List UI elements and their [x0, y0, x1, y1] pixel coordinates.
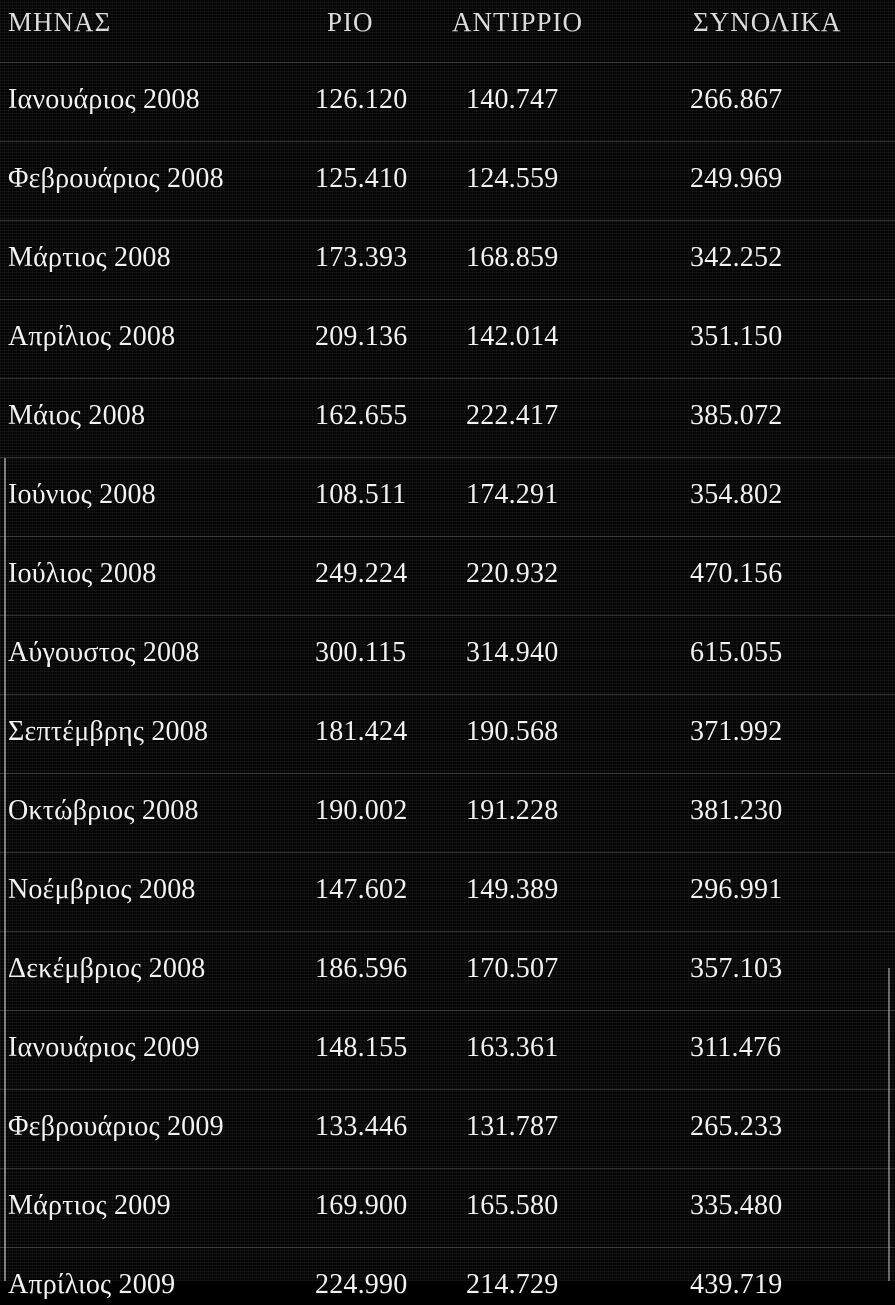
row-divider [0, 141, 895, 142]
cell-rio: 108.511 [315, 479, 407, 510]
row-divider [0, 1010, 895, 1011]
cell-month: Μάιος 2008 [8, 400, 146, 431]
cell-total: 439.719 [690, 1269, 783, 1300]
row-divider [0, 457, 895, 458]
cell-antirrio: 220.932 [466, 558, 559, 589]
cell-rio: 224.990 [315, 1269, 408, 1300]
table-row [0, 791, 895, 831]
cell-month: Μάρτιος 2009 [8, 1190, 171, 1221]
cell-month: Φεβρουάριος 2008 [8, 163, 224, 194]
cell-month: Νοέμβριος 2008 [8, 874, 196, 905]
cell-rio: 190.002 [315, 795, 408, 826]
cell-rio: 181.424 [315, 716, 408, 747]
row-divider [0, 62, 895, 63]
header-month: ΜΗΝΑΣ [8, 7, 112, 37]
row-divider [0, 1247, 895, 1248]
cell-total: 249.969 [690, 163, 783, 194]
cell-total: 354.802 [690, 479, 783, 510]
cell-month: Αύγουστος 2008 [8, 637, 200, 668]
header-total: ΣΥΝΟΛΙΚΑ [693, 7, 842, 37]
cell-month: Δεκέμβριος 2008 [8, 953, 206, 984]
table-row [0, 1186, 895, 1226]
cell-total: 335.480 [690, 1190, 783, 1221]
table-row [0, 1265, 895, 1305]
table-row [0, 633, 895, 673]
table-row [0, 870, 895, 910]
cell-total: 311.476 [690, 1032, 782, 1063]
cell-rio: 300.115 [315, 637, 407, 668]
table-row [0, 554, 895, 594]
cell-total: 381.230 [690, 795, 783, 826]
cell-month: Ιούλιος 2008 [8, 558, 157, 589]
cell-total: 296.991 [690, 874, 783, 905]
cell-antirrio: 168.859 [466, 242, 559, 273]
row-divider [0, 773, 895, 774]
table-row [0, 1028, 895, 1068]
cell-month: Απρίλιος 2008 [8, 321, 176, 352]
cell-antirrio: 142.014 [466, 321, 559, 352]
row-divider [0, 536, 895, 537]
cell-total: 385.072 [690, 400, 783, 431]
cell-rio: 186.596 [315, 953, 408, 984]
cell-antirrio: 222.417 [466, 400, 559, 431]
cell-total: 266.867 [690, 84, 783, 115]
cell-total: 615.055 [690, 637, 783, 668]
table-row [0, 238, 895, 278]
cell-rio: 173.393 [315, 242, 408, 273]
header-rio: ΡΙΟ [327, 7, 374, 37]
row-divider [0, 615, 895, 616]
cell-month: Ιούνιος 2008 [8, 479, 156, 510]
cell-month: Οκτώβριος 2008 [8, 795, 199, 826]
cell-antirrio: 314.940 [466, 637, 559, 668]
cell-rio: 147.602 [315, 874, 408, 905]
cell-total: 342.252 [690, 242, 783, 273]
table-row [0, 80, 895, 120]
row-divider [0, 931, 895, 932]
row-divider [0, 1089, 895, 1090]
row-divider [0, 378, 895, 379]
header-antirrio: ΑΝΤΙΡΡΙΟ [452, 7, 584, 37]
cell-total: 371.992 [690, 716, 783, 747]
row-divider [0, 220, 895, 221]
table-header-row [0, 2, 895, 42]
cell-total: 357.103 [690, 953, 783, 984]
cell-antirrio: 124.559 [466, 163, 559, 194]
cell-antirrio: 170.507 [466, 953, 559, 984]
cell-antirrio: 190.568 [466, 716, 559, 747]
cell-antirrio: 165.580 [466, 1190, 559, 1221]
cell-month: Σεπτέμβρης 2008 [8, 716, 209, 747]
table-row [0, 475, 895, 515]
cell-rio: 148.155 [315, 1032, 408, 1063]
cell-antirrio: 140.747 [466, 84, 559, 115]
table-row [0, 159, 895, 199]
cell-antirrio: 214.729 [466, 1269, 559, 1300]
cell-antirrio: 163.361 [466, 1032, 559, 1063]
cell-rio: 169.900 [315, 1190, 408, 1221]
row-divider [0, 694, 895, 695]
cell-month: Φεβρουάριος 2009 [8, 1111, 224, 1142]
cell-month: Απρίλιος 2009 [8, 1269, 176, 1300]
cell-rio: 133.446 [315, 1111, 408, 1142]
cell-rio: 249.224 [315, 558, 408, 589]
table-row [0, 396, 895, 436]
table-row [0, 317, 895, 357]
cell-month: Ιανουάριος 2009 [8, 1032, 200, 1063]
cell-month: Μάρτιος 2008 [8, 242, 171, 273]
cell-antirrio: 149.389 [466, 874, 559, 905]
cell-total: 470.156 [690, 558, 783, 589]
cell-month: Ιανουάριος 2008 [8, 84, 200, 115]
row-divider [0, 299, 895, 300]
cell-rio: 209.136 [315, 321, 408, 352]
row-divider [0, 1168, 895, 1169]
cell-rio: 126.120 [315, 84, 408, 115]
cell-total: 351.150 [690, 321, 783, 352]
cell-total: 265.233 [690, 1111, 783, 1142]
cell-antirrio: 131.787 [466, 1111, 559, 1142]
row-divider [0, 852, 895, 853]
cell-rio: 125.410 [315, 163, 408, 194]
cell-antirrio: 191.228 [466, 795, 559, 826]
cell-rio: 162.655 [315, 400, 408, 431]
table-row [0, 712, 895, 752]
cell-antirrio: 174.291 [466, 479, 559, 510]
table-row [0, 949, 895, 989]
table-row [0, 1107, 895, 1147]
